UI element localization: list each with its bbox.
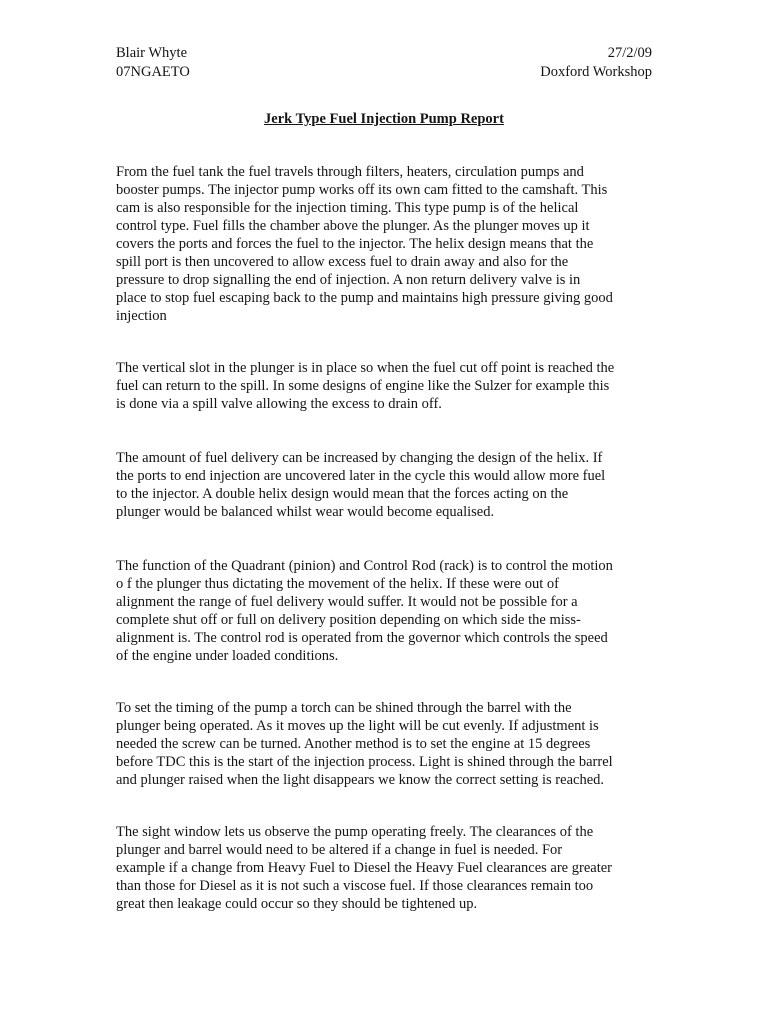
paragraph-line: o f the plunger thus dictating the movement of the helix. If these were out of [116, 576, 559, 592]
paragraph-line: the ports to end injection are uncovered later in the cycle this would allow more fuel [116, 468, 606, 484]
paragraph-line: place to stop fuel escaping back to the pump and maintains high pressure giving good [116, 290, 613, 306]
author-name: Blair Whyte [116, 45, 188, 61]
paragraph-line: complete shut off or full on delivery position depending on which side the miss- [116, 612, 581, 628]
paragraph-line: spill port is then uncovered to allow excess fuel to drain away and also for the [116, 254, 569, 270]
paragraph-vertical-slot [116, 359, 664, 413]
paragraph-pump-timing [116, 699, 664, 789]
paragraph-line: alignment is. The control rod is operated from the governor which controls the speed [116, 630, 608, 646]
paragraph-fuel-path [116, 163, 664, 325]
paragraph-line: The amount of fuel delivery can be increased by changing the design of the helix. If [116, 450, 603, 466]
paragraph-line: injection [116, 308, 167, 324]
paragraph-line: pressure to drop signalling the end of injection. A non return delivery valve is in [116, 272, 581, 288]
paragraph-line: before TDC this is the start of the injection process. Light is shined through the barrel [116, 754, 613, 770]
paragraph-line: The function of the Quadrant (pinion) and Control Rod (rack) is to control the motion [116, 558, 613, 574]
paragraph-line: and plunger raised when the light disappears we know the correct setting is reached. [116, 772, 605, 788]
paragraph-fuel-delivery [116, 449, 664, 521]
date-block [540, 44, 652, 82]
report-date: 27/2/09 [607, 45, 652, 61]
paragraph-line: example if a change from Heavy Fuel to Diesel the Heavy Fuel clearances are greater [116, 860, 612, 876]
paragraph-line: needed the screw can be turned. Another method is to set the engine at 15 degrees [116, 736, 591, 752]
paragraph-line: to the injector. A double helix design would mean that the forces acting on the [116, 486, 569, 502]
paragraph-line: fuel can return to the spill. In some designs of engine like the Sulzer for example this [116, 378, 610, 394]
paragraph-line: of the engine under loaded conditions. [116, 648, 339, 664]
paragraph-line: plunger would be balanced whilst wear would become equalised. [116, 504, 495, 520]
paragraph-line: booster pumps. The injector pump works off its own cam fitted to the camshaft. This [116, 182, 608, 198]
paragraph-line: great then leakage could occur so they should be tightened up. [116, 896, 478, 912]
paragraph-line: than those for Diesel as it is not such a viscose fuel. If those clearances remain too [116, 878, 594, 894]
paragraph-line: The vertical slot in the plunger is in place so when the fuel cut off point is reached the [116, 360, 615, 376]
paragraph-line: plunger being operated. As it moves up the light will be cut evenly. If adjustment is [116, 718, 599, 734]
paragraph-line: The sight window lets us observe the pump operating freely. The clearances of the [116, 824, 594, 840]
paragraph-line: is done via a spill valve allowing the excess to drain off. [116, 396, 442, 412]
report-title: Jerk Type Fuel Injection Pump Report [264, 111, 504, 127]
paragraph-line: control type. Fuel fills the chamber above the plunger. As the plunger moves up it [116, 218, 590, 234]
paragraph-line: covers the ports and forces the fuel to the injector. The helix design means that the [116, 236, 594, 252]
author-block [116, 44, 190, 82]
workshop-name: Doxford Workshop [540, 64, 652, 80]
paragraph-sight-window [116, 823, 664, 913]
student-id: 07NGAETO [116, 64, 190, 80]
paragraph-line: From the fuel tank the fuel travels through filters, heaters, circulation pumps and [116, 164, 584, 180]
paragraph-line: cam is also responsible for the injection timing. This type pump is of the helical [116, 200, 579, 216]
paragraph-line: To set the timing of the pump a torch can be shined through the barrel with the [116, 700, 572, 716]
paragraph-quadrant-control-rod [116, 557, 664, 665]
paragraph-line: alignment the range of fuel delivery would suffer. It would not be possible for a [116, 594, 578, 610]
paragraph-line: plunger and barrel would need to be altered if a change in fuel is needed. For [116, 842, 563, 858]
